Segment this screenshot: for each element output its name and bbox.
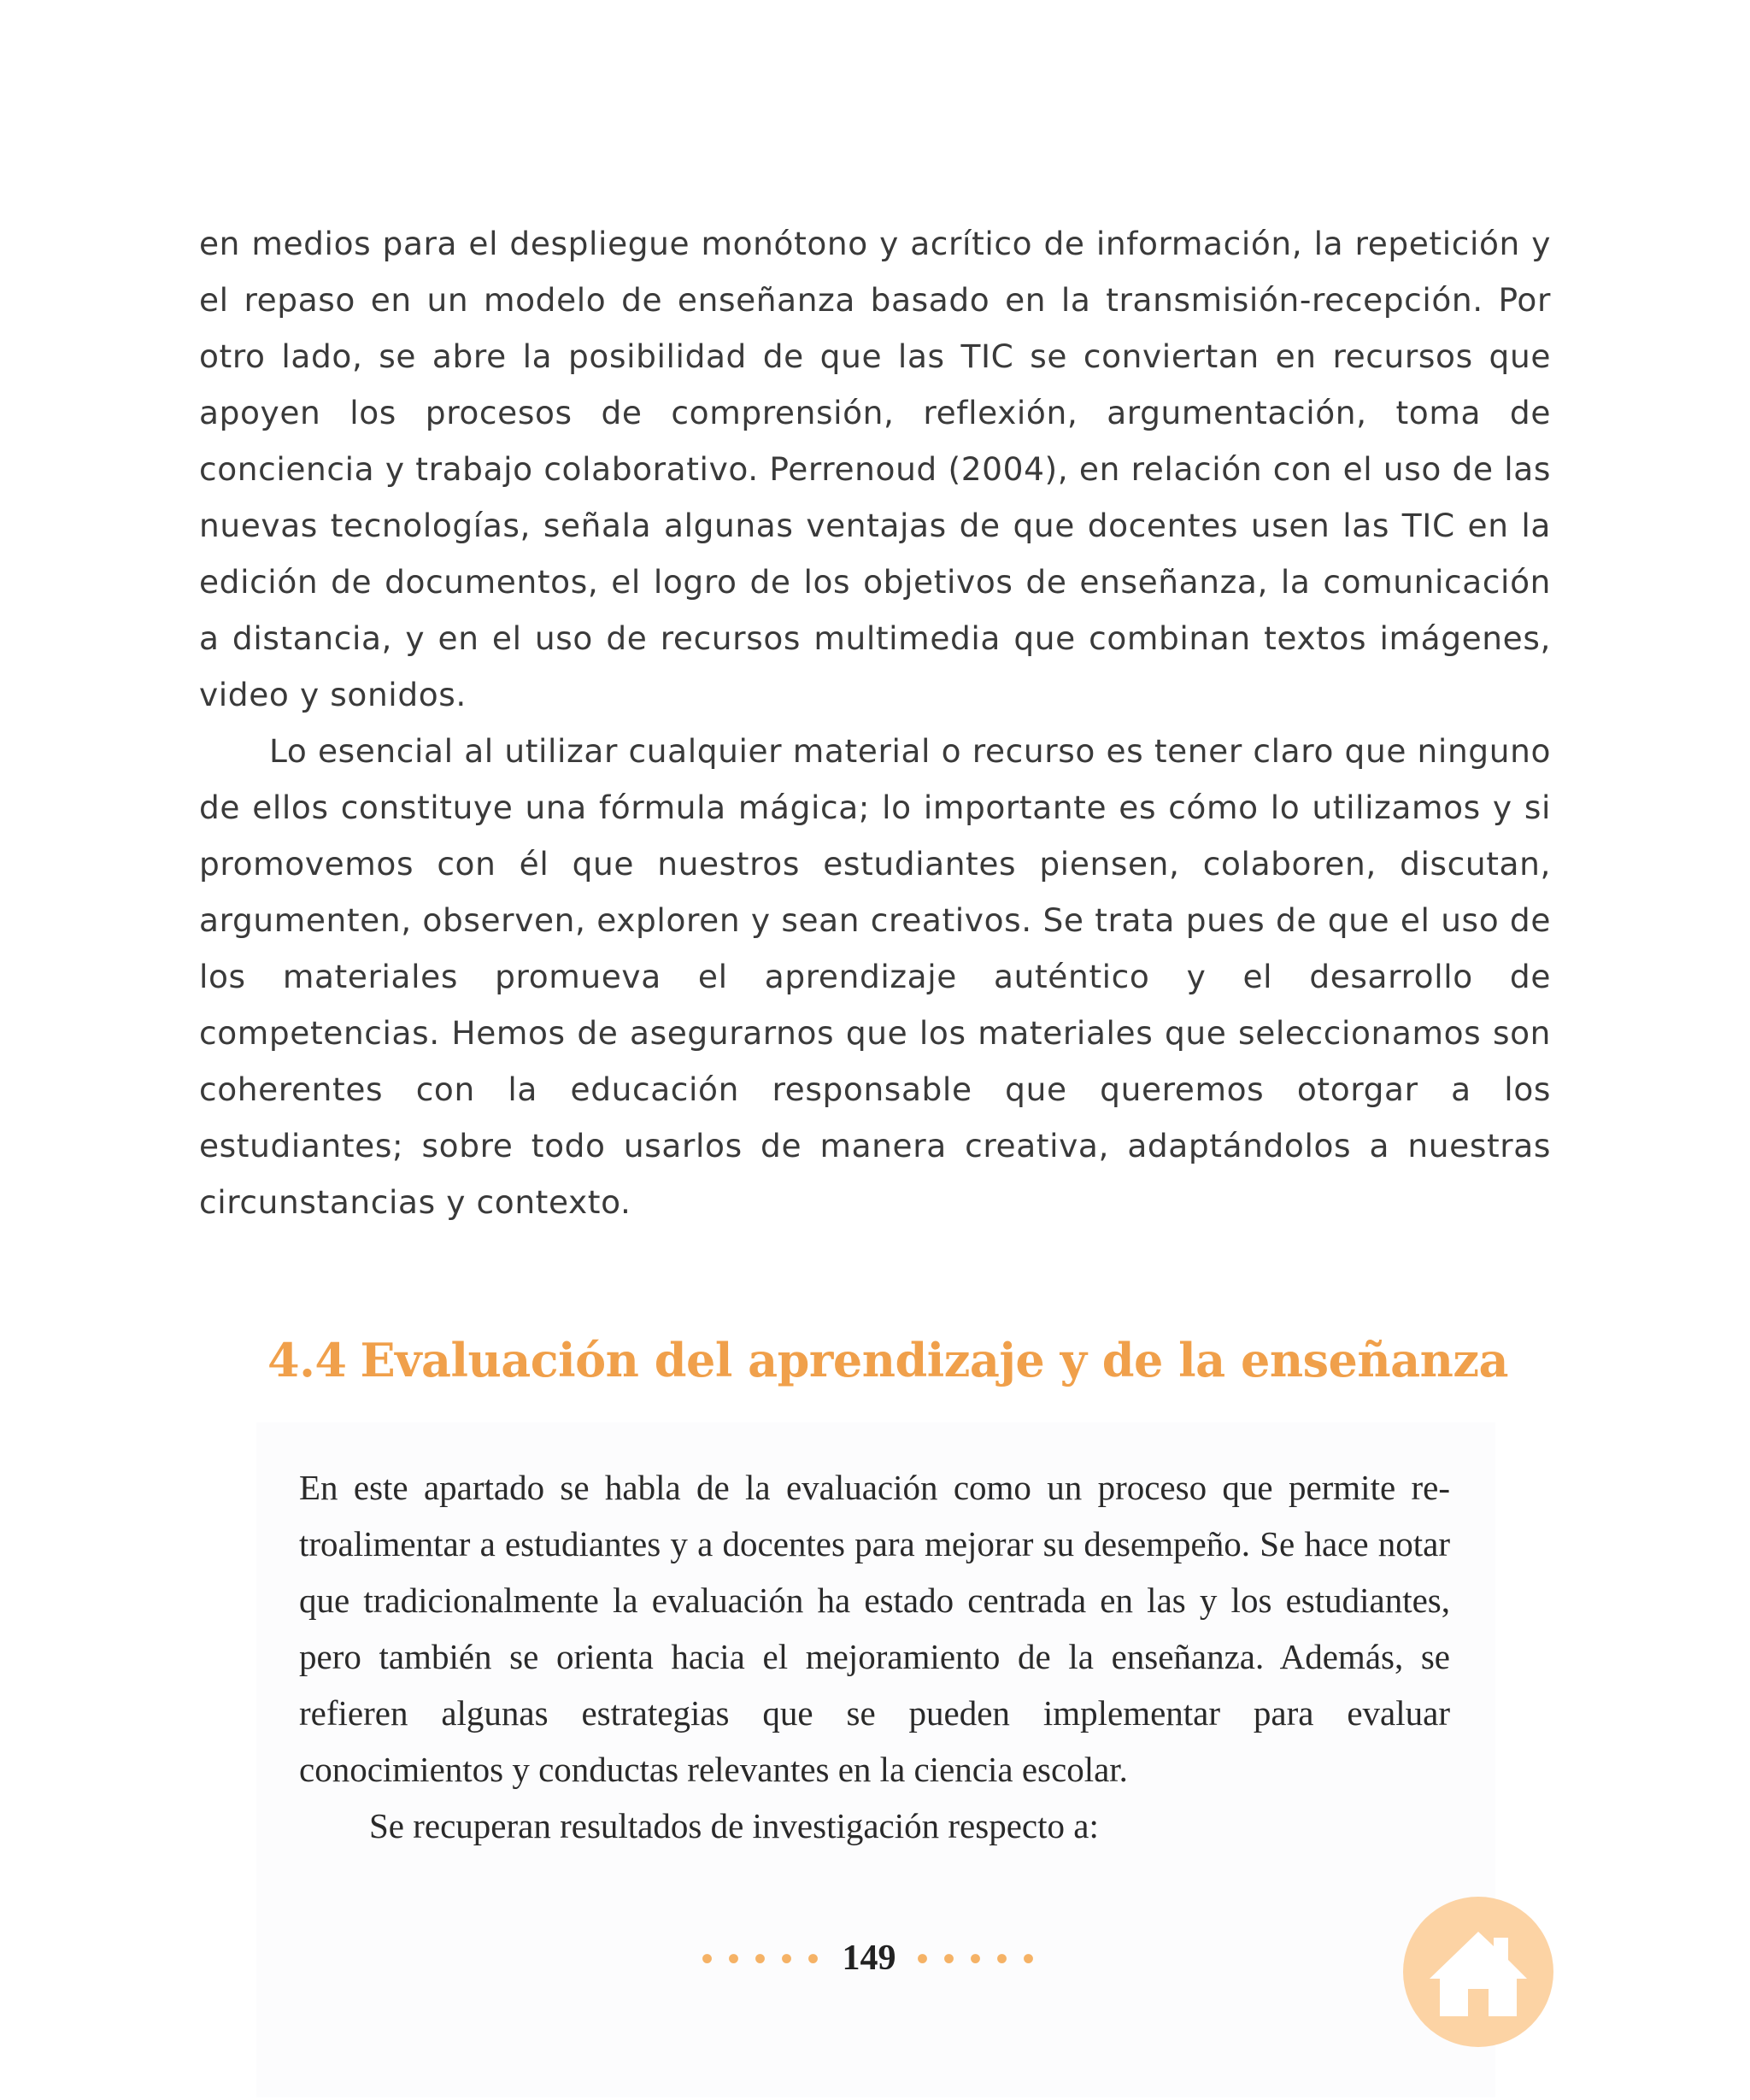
- footer-dots-left: •••••: [701, 1939, 834, 1978]
- section-summary: [299, 1459, 1450, 1854]
- page-number: 149: [842, 1939, 896, 1978]
- body-paragraph: Lo esencial al utilizar cualquier material o recurso es tener claro que ninguno de ellos constituye una fórmula mágica; lo importante es cómo lo utilizamos y si promovemos con él que nuestros estudiantes piensen, colaboren, discutan, argumenten, observen, exploren y sean creativos. Se trata pues de que el uso de los materiales promueva el aprendizaje auténtico y el desarrollo de competencias. Hemos de asegurarnos que los materiales que seleccionamos son coherentes con la educación responsable que queremos otorgar a los estudiantes; sobre todo usarlos de manera creativa, adaptándolos a nuestras circunstancias y contexto.: [199, 732, 1551, 1221]
- footer-dots-right: •••••: [916, 1939, 1049, 1978]
- section-heading: [267, 1333, 1508, 1387]
- body-text: [199, 215, 1551, 1230]
- section-title: Evaluación del aprendizaje y de la enseñanza: [360, 1333, 1509, 1387]
- body-paragraph: en medios para el despliegue monótono y acrítico de información, la repetición y el repaso en un modelo de enseñanza basado en la transmisión-recepción. Por otro lado, se abre la posibilidad de que las TIC se conviertan en recursos que apoyen los procesos de comprensión, reflexión, argumentación, toma de conciencia y trabajo colaborativo. Perrenoud (2004), en relación con el uso de las nuevas tecnologías, señala algunas ventajas de que docentes usen las TIC en la edición de documentos, el logro de los objetivos de enseñanza, la comunicación a distancia, y en el uso de recursos multimedia que combinan textos imágenes, video y sonidos.: [199, 225, 1551, 713]
- home-button[interactable]: [1403, 1897, 1553, 2047]
- summary-paragraph: En este apartado se habla de la evaluación como un proceso que permite retroalimentar a estudiantes y a docentes para mejorar su desempeño. Se hace notar que tradicionalmente la evaluación ha estado centrada en las y los estudiantes, pero también se orienta hacia el mejoramiento de la enseñanza. Además, se refieren algunas estrategias que se pueden implementar para evaluar conocimientos y conductas relevantes en la ciencia escolar.: [299, 1468, 1450, 1789]
- summary-paragraph: Se recuperan resultados de investigación respecto a:: [369, 1806, 1099, 1845]
- home-icon: [1403, 1897, 1553, 2047]
- section-number: 4.4: [267, 1333, 347, 1387]
